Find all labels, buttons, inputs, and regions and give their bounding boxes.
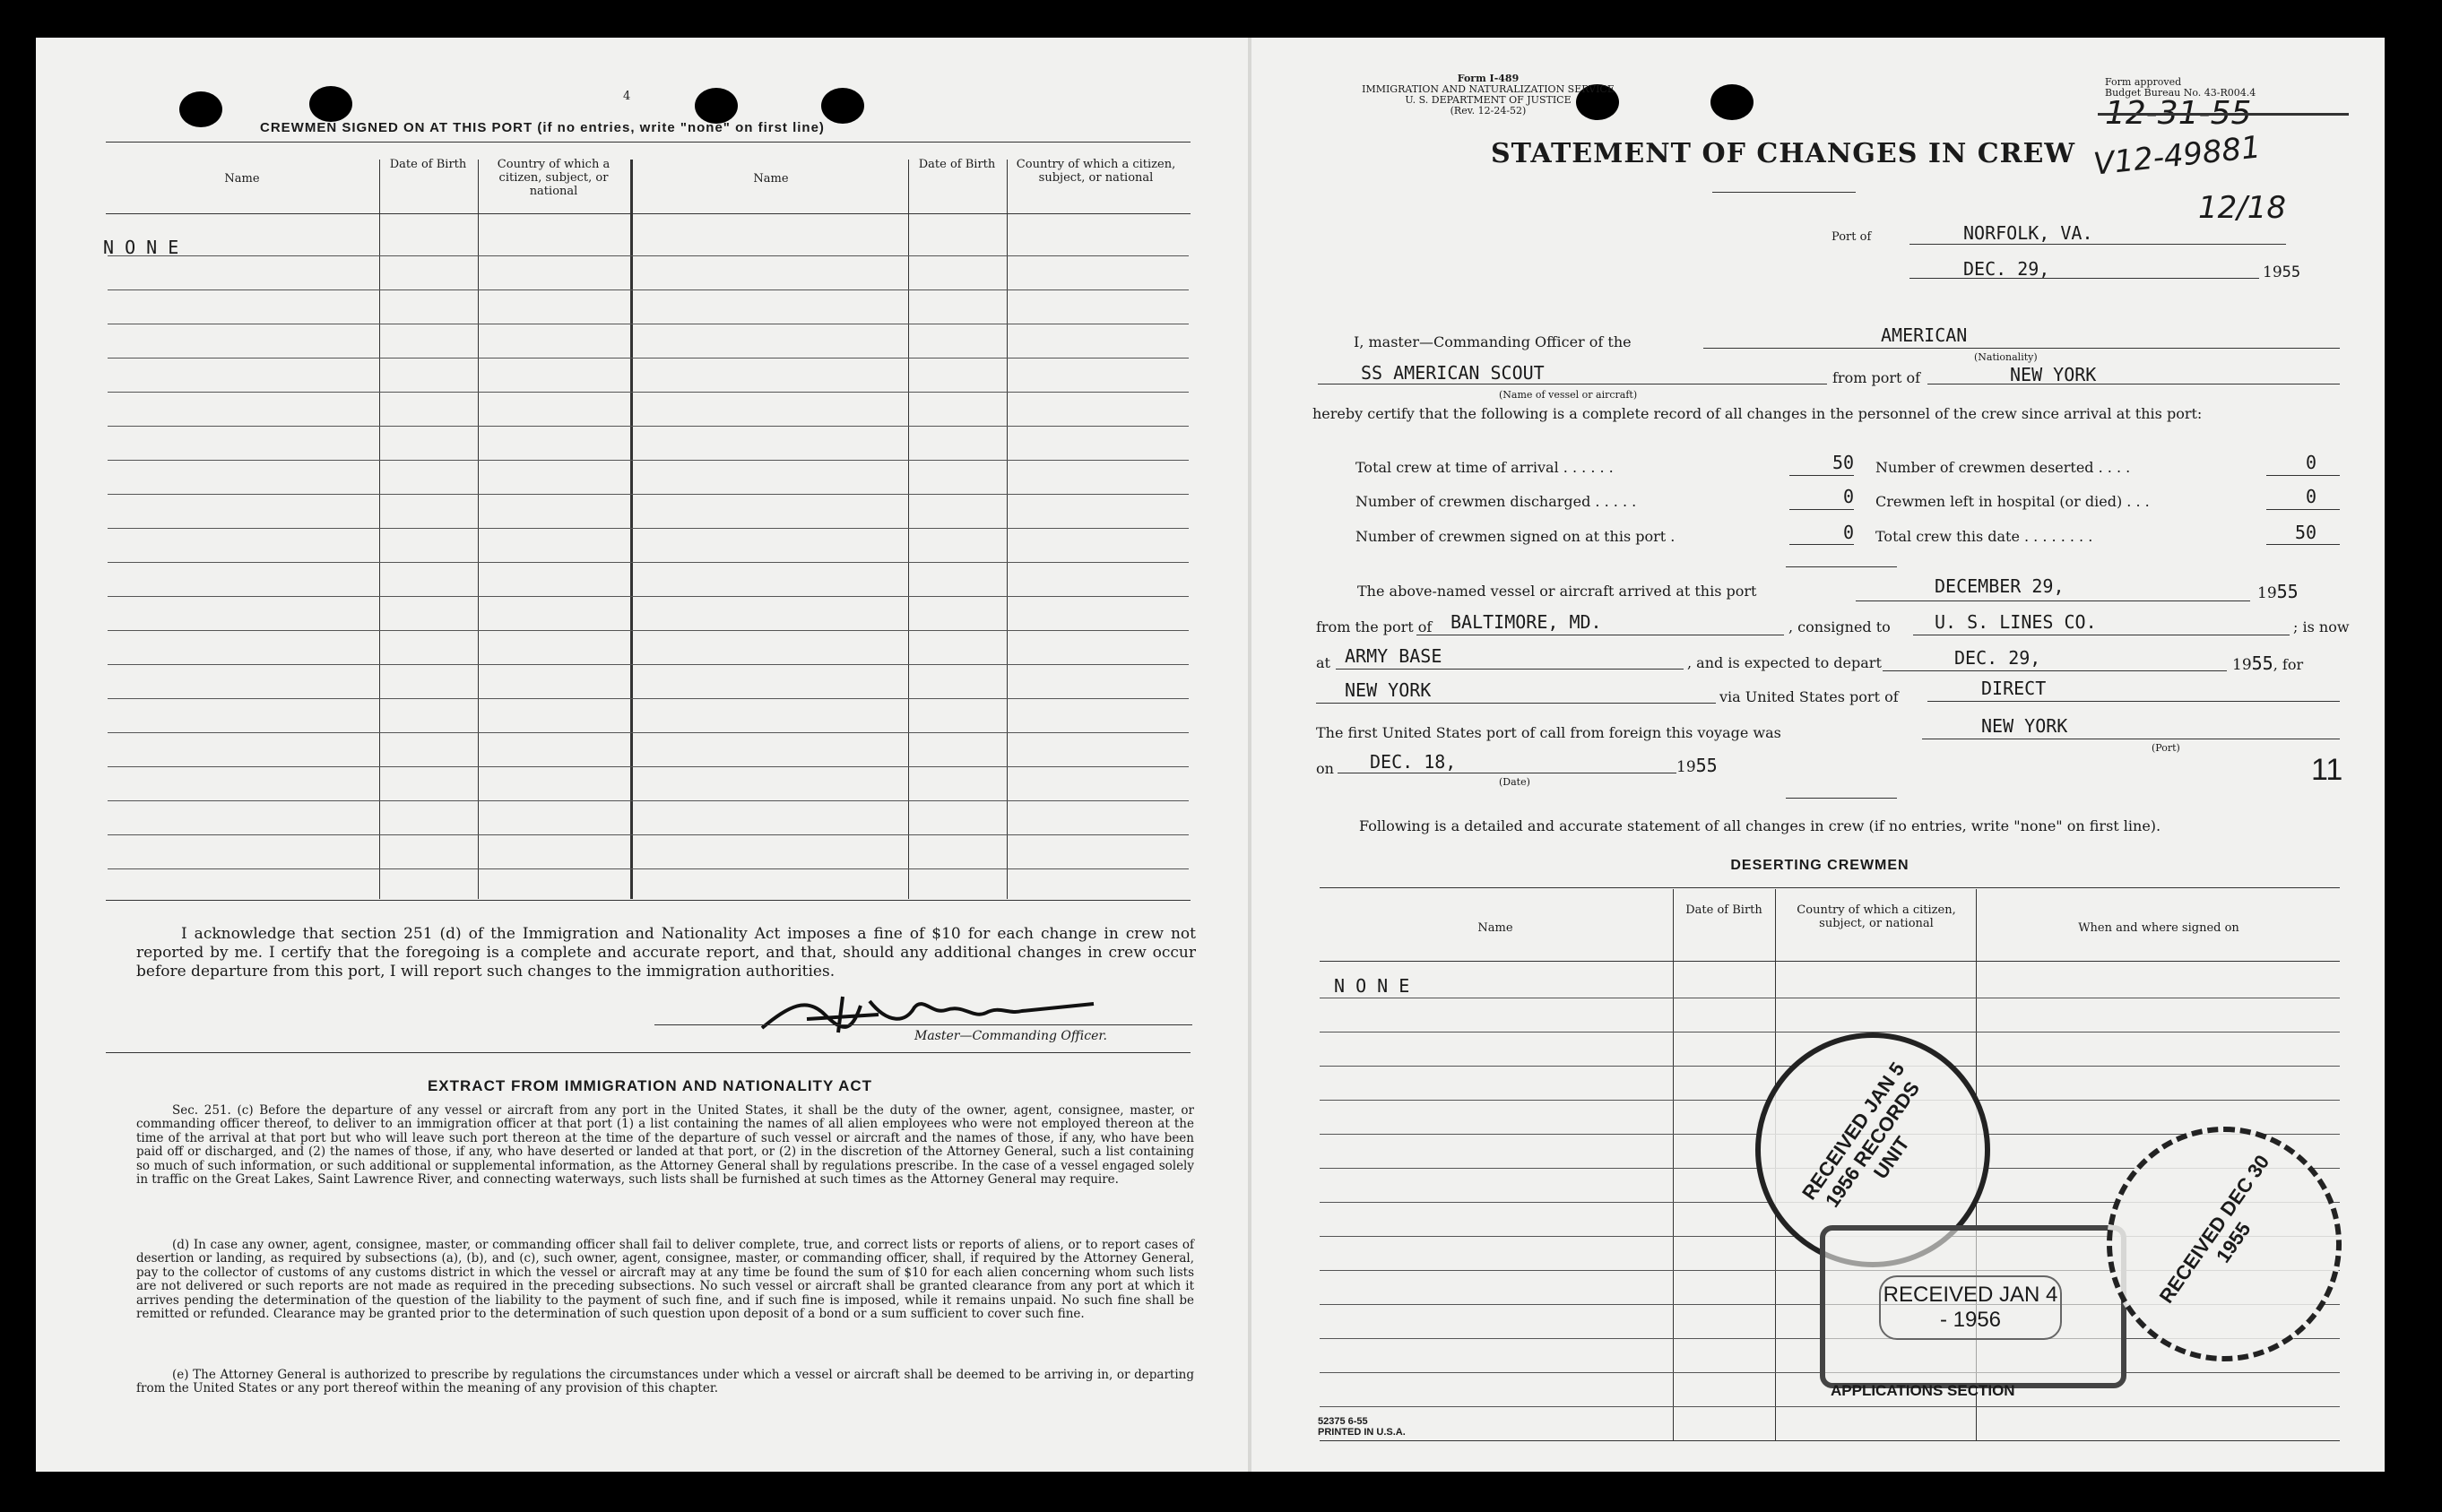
port-caption: (Port) <box>2152 742 2180 754</box>
port-line <box>1909 244 2286 245</box>
page-number: 4 <box>623 90 631 103</box>
col-divider <box>478 160 479 899</box>
acknowledgement-text: I acknowledge that section 251 (d) of the Immigration and Nationality Act imposes a fine of $10 for each change in crew not reported by me. I certify that the foregoing is a complete and accurate report, and that, should any additional changes in crew occur before departure from this port, I will report such changes to the immigration authorities. <box>136 925 1196 981</box>
table-row <box>108 834 1189 835</box>
table-row <box>108 766 1189 767</box>
date-caption: (Date) <box>1499 776 1530 788</box>
date-line <box>1909 278 2259 279</box>
table-row <box>108 630 1189 631</box>
col-name-2: Name <box>753 172 789 186</box>
section-rule <box>1786 798 1897 799</box>
col-divider <box>630 160 633 899</box>
col-country-2: Country of which a citizen, subject, or national <box>1016 158 1176 185</box>
value-line <box>2266 475 2340 476</box>
deserted-value: 0 <box>2306 452 2317 473</box>
received-stamp-applications <box>1820 1225 2126 1388</box>
handwritten-date: 12-31-55 <box>2105 95 2252 132</box>
deserted-label: Number of crewmen deserted . . . . <box>1875 459 2131 476</box>
extract-section-c: Sec. 251. (c) Before the departure of any vessel or aircraft from any port in the United States, it shall be the duty of the owner, agent, consignee, master, or commanding officer thereof, to deliver to an immigration officer at that port (1) a list containing the names of all alien employees who were not employed thereon at the time of the arrival at that port but who will leave such port thereon at the time of the departure of such vessel or aircraft and the names of those, if any, who have been paid off or discharged, and (2) the names of those, if any, who have deserted or landed at that port, or (2) in the discretion of the Attorney General, such a list containing so much of such information, or such additional or supplemental information, as the Attorney General shall by regulations prescribe. In the case of a vessel engaged solely in traffic on the Great Lakes, Saint Lawrence River, and connecting waterways, such lists shall be furnished at such times as the Attorney General may require. <box>136 1103 1194 1188</box>
handwritten-file-number: V12-49881 <box>2091 129 2263 183</box>
via-label: via United States port of <box>1719 688 1899 705</box>
form-header <box>1273 73 1703 117</box>
form-revision: (Rev. 12-24-52) <box>1450 105 1527 117</box>
depart-line <box>1883 670 2227 671</box>
table-row <box>108 596 1189 597</box>
deserting-bottom-rule <box>1320 1440 2340 1441</box>
document-sheet <box>36 38 2385 1472</box>
extract-title: EXTRACT FROM IMMIGRATION AND NATIONALITY ACT <box>427 1077 873 1094</box>
col-dob: Date of Birth <box>389 158 467 171</box>
table-row <box>108 732 1189 733</box>
table-row <box>1320 1406 2340 1407</box>
consigned-label: , consigned to <box>1788 618 1891 635</box>
port-value: NORFOLK, VA. <box>1963 222 2093 244</box>
form-approved: Form approved <box>2105 76 2182 88</box>
following-text: Following is a detailed and accurate statement of all changes in crew (if no entries, write "none" on first line). <box>1359 817 2161 834</box>
total-now-label: Total crew this date . . . . . . . . <box>1875 528 2093 545</box>
des-col-name: Name <box>1477 921 1513 935</box>
table-row <box>108 868 1189 869</box>
first-port-value: NEW YORK <box>1981 715 2068 737</box>
via-line <box>1927 701 2340 702</box>
depart-date: DEC. 29, <box>1954 647 2041 669</box>
form-title: STATEMENT OF CHANGES IN CREW <box>1491 138 2076 169</box>
at-label: at <box>1316 654 1330 671</box>
deserting-header-rule <box>1320 961 2340 962</box>
section-title: CREWMEN SIGNED ON AT THIS PORT (if no entries, write "none" on first line) <box>260 120 825 135</box>
extract-section-e: (e) The Attorney General is authorized to prescribe by regulations the circumstances under which a vessel or aircraft shall be deemed to be arriving in, or departing from the United States or any port thereof within the meaning of any provision of this chapter. <box>136 1368 1194 1396</box>
department-name: U. S. DEPARTMENT OF JUSTICE <box>1405 94 1572 106</box>
header-bottom-rule <box>106 213 1191 214</box>
nationality-value: AMERICAN <box>1881 324 1968 346</box>
year-suffix: 55 <box>2282 264 2301 281</box>
value-line <box>1789 475 1854 476</box>
discharged-value: 0 <box>1843 486 1855 507</box>
first-port-year: 1955 <box>1676 755 1718 776</box>
signature-label: Master—Commanding Officer. <box>914 1029 1107 1043</box>
col-divider <box>379 160 380 899</box>
divider-rule <box>106 1052 1191 1053</box>
applications-stamp-text: RECEIVED JAN 4 - 1956 <box>1879 1275 2062 1340</box>
table-row <box>108 664 1189 665</box>
from-port-of-label: from the port of <box>1316 618 1433 635</box>
for-label: , for <box>2273 656 2304 673</box>
table-row <box>108 392 1189 393</box>
table-row <box>108 562 1189 563</box>
col-country: Country of which a citizen, subject, or national <box>497 158 610 198</box>
hospital-label: Crewmen left in hospital (or died) . . . <box>1875 493 2150 510</box>
agency-name: IMMIGRATION AND NATURALIZATION SERVICE <box>1362 83 1615 95</box>
table-row <box>108 800 1189 801</box>
extract-section-d: (d) In case any owner, agent, consignee, master, or commanding officer shall fail to deliver complete, true, and correct lists or reports of aliens, or to report cases of desertion or landing, as required by subsections (a), (b), and (c), such owner, agent, consignee, master, or commanding officer, shall, if required by the Attorney General, pay to the collector of customs of any customs district in which the vessel or aircraft may at any time be found the sum of $10 for each alien concerning whom such lists are not delivered or such reports are not made as required in the preceding subsections. No such vessel or aircraft shall be granted clearance from any port at which it arrives pending the determination of the question of the liability to the payment of such fine, and if such fine is imposed, while it remains unpaid. No such fine shall be remitted or refunded. Clearance may be granted prior to the determination of such question upon deposit of a bond or a sum sufficient to cover such fine. <box>136 1238 1194 1322</box>
value-line <box>2266 544 2340 545</box>
table-row <box>108 255 1189 256</box>
arrived-line <box>1856 600 2250 601</box>
total-now-value: 50 <box>2295 522 2317 543</box>
arrived-year: 1955 <box>2257 581 2299 602</box>
table-row <box>108 698 1189 699</box>
handwritten-number: 12/18 <box>2198 190 2286 226</box>
des-col-signed: When and where signed on <box>2078 921 2239 935</box>
nationality-line <box>1703 348 2340 349</box>
first-port-label: The first United States port of call from foreign this voyage was <box>1316 724 1781 741</box>
deserting-title: DESERTING CREWMEN <box>1730 858 1909 873</box>
signed-on-label: Number of crewmen signed on at this port . <box>1355 528 1676 545</box>
punch-hole <box>179 91 222 127</box>
punch-hole <box>1710 84 1754 120</box>
print-info <box>1318 1416 1406 1438</box>
table-bottom-rule <box>106 900 1191 901</box>
table-row <box>108 494 1189 495</box>
report-year <box>2263 264 2300 281</box>
printed-in-label: PRINTED IN U.S.A. <box>1318 1427 1406 1438</box>
depart-year-value: 55 <box>2251 652 2273 674</box>
col-divider <box>908 160 909 899</box>
vessel-name: SS AMERICAN SCOUT <box>1361 362 1545 384</box>
location-line <box>1336 669 1684 670</box>
total-arrival-value: 50 <box>1832 452 1855 473</box>
title-underline <box>1712 192 1856 193</box>
col-dob-2: Date of Birth <box>918 158 996 171</box>
received-stamp-dec <box>2107 1127 2342 1361</box>
first-year-value: 55 <box>1695 755 1718 776</box>
via-value: DIRECT <box>1981 678 2047 699</box>
value-line <box>1789 509 1854 510</box>
report-date: DEC. 29, <box>1963 258 2050 280</box>
arrived-label: The above-named vessel or aircraft arrived at this port <box>1357 583 1757 600</box>
table-row <box>108 528 1189 529</box>
certify-text: hereby certify that the following is a complete record of all changes in the personnel of the crew since arrival at this port: <box>1312 405 2203 422</box>
destination-line <box>1316 703 1716 704</box>
depart-label: , and is expected to depart <box>1687 654 1882 671</box>
punch-hole <box>821 88 864 124</box>
table-row <box>108 358 1189 359</box>
table-top-rule <box>106 142 1191 143</box>
arrived-date: DECEMBER 29, <box>1935 575 2065 597</box>
value-line <box>2266 509 2340 510</box>
dec-stamp-text: RECEIVED DEC 30 1955 <box>2154 1150 2274 1308</box>
punch-hole <box>309 86 352 122</box>
location-value: ARMY BASE <box>1345 645 1442 667</box>
punch-hole <box>695 88 738 124</box>
des-col-country: Country of which a citizen, subject, or national <box>1797 903 1956 930</box>
records-stamp-text: RECEIVED JAN 5 1956 RECORDS UNIT <box>1797 1058 1925 1212</box>
page-count: 11 <box>2311 753 2343 787</box>
arrived-year-value: 55 <box>2276 581 2299 602</box>
destination-value: NEW YORK <box>1345 679 1432 701</box>
section-rule <box>1786 566 1897 567</box>
depart-year: 1955, for <box>2232 652 2304 674</box>
des-col-dob: Date of Birth <box>1685 903 1762 917</box>
arrived-from: BALTIMORE, MD. <box>1450 611 1602 633</box>
applications-section-label: APPLICATIONS SECTION <box>1831 1382 2015 1399</box>
consignee-value: U. S. LINES CO. <box>1935 611 2097 633</box>
col-name: Name <box>224 172 260 186</box>
page-fold <box>1248 38 1251 1472</box>
on-label: on <box>1316 760 1334 777</box>
first-port-date: DEC. 18, <box>1370 751 1457 773</box>
deserting-first-entry: N O N E <box>1334 975 1410 997</box>
discharged-label: Number of crewmen discharged . . . . . <box>1355 493 1637 510</box>
vessel-caption: (Name of vessel or aircraft) <box>1499 389 1638 401</box>
signed-on-value: 0 <box>1843 522 1855 543</box>
col-divider <box>1673 889 1674 1440</box>
left-first-entry: N O N E <box>103 237 179 258</box>
budget-bureau: Budget Bureau No. 43-R004.4 <box>2105 87 2256 99</box>
col-divider <box>1007 160 1008 899</box>
port-label: Port of <box>1832 230 1872 244</box>
strike-through <box>2098 113 2349 116</box>
master-label: I, master—Commanding Officer of the <box>1354 333 1632 350</box>
print-code: 52375 6-55 <box>1318 1416 1368 1427</box>
deserting-top-rule <box>1320 887 2340 888</box>
year-prefix: 19 <box>2263 264 2282 281</box>
signature-line <box>654 1024 1192 1025</box>
table-row <box>108 460 1189 461</box>
hospital-value: 0 <box>2306 486 2317 507</box>
is-now-label: ; is now <box>2293 618 2350 635</box>
value-line <box>1789 544 1854 545</box>
table-row <box>108 426 1189 427</box>
nationality-caption: (Nationality) <box>1974 351 2038 363</box>
form-number: Form I-489 <box>1457 73 1520 84</box>
table-row <box>108 289 1189 290</box>
from-port-value: NEW YORK <box>2010 364 2097 385</box>
total-arrival-label: Total crew at time of arrival . . . . . . <box>1355 459 1614 476</box>
from-port-label: from port of <box>1832 369 1921 386</box>
